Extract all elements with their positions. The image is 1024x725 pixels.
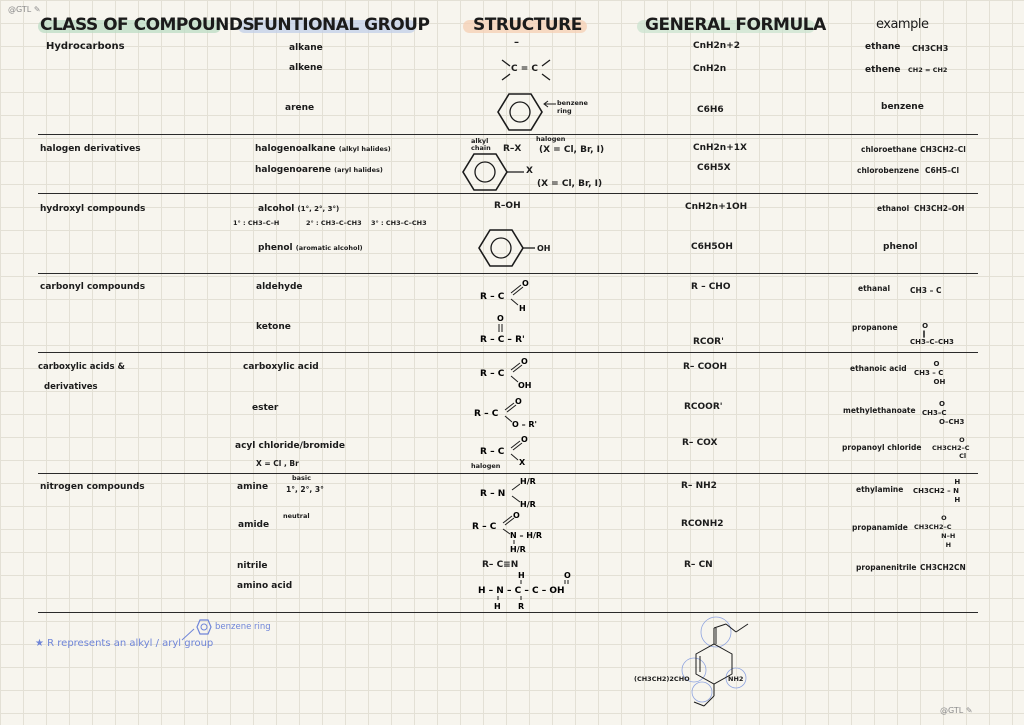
header-formula: GENERAL FORMULA — [645, 15, 826, 35]
formula-ketone: RCOR' — [693, 337, 724, 347]
formula-arene: C6H6 — [697, 105, 724, 115]
row-divider-6 — [38, 612, 978, 613]
class-halogen: halogen derivatives — [40, 144, 141, 154]
example-alcohol-name: ethanol — [877, 204, 910, 213]
group-haloarene: halogenoarene (aryl halides) — [255, 165, 383, 175]
benzene-ring-icon — [497, 92, 543, 132]
group-alkane: alkane — [289, 43, 323, 53]
arrow-icon — [543, 100, 557, 108]
svg-text:R – C – R': R – C – R' — [480, 335, 525, 345]
row-divider-1 — [38, 134, 978, 135]
group-nitrile: nitrile — [237, 561, 268, 571]
class-hydroxyl: hydroxyl compounds — [40, 204, 146, 214]
structure-amine-svg — [478, 474, 548, 510]
group-ester: ester — [252, 403, 279, 413]
structure-haloalkane-topnote: halogen — [536, 135, 566, 143]
svg-text:H – N – C – C – OH: H – N – C – C – OH — [478, 586, 565, 596]
example-aldehyde-formula: CH3 – C — [910, 286, 942, 295]
example-alkene-name: ethene — [865, 65, 901, 75]
structure-nitrile: R– C≡N — [482, 560, 519, 570]
formula-phenol: C6H5OH — [691, 242, 733, 252]
footnote-text: ★ R represents an alkyl / aryl group — [35, 638, 214, 649]
svg-text:O: O — [522, 279, 529, 288]
structure-alkene: C = C — [511, 64, 539, 74]
group-amino-acid: amino acid — [237, 581, 293, 591]
structure-alkane: – — [514, 37, 519, 48]
watermark-bottom: @GTL ✎ — [940, 706, 973, 715]
svg-text:R – C: R – C — [474, 409, 499, 419]
example-ester-structure: O CH3–C O–CH3 — [922, 400, 965, 426]
example-alkane-name: ethane — [865, 42, 901, 52]
svg-text:N – H/R: N – H/R — [510, 531, 543, 540]
example-haloarene-formula: C6H5–Cl — [925, 166, 960, 175]
formula-acyl: R– COX — [682, 438, 718, 448]
formula-nitrile: R– CN — [684, 560, 713, 570]
svg-text:O: O — [521, 357, 528, 366]
group-acyl: acyl chloride/bromide — [235, 441, 345, 451]
formula-aldehyde: R – CHO — [691, 282, 731, 292]
class-carbonyl: carbonyl compounds — [40, 282, 146, 292]
svg-text:R – C: R – C — [480, 369, 505, 379]
group-amide-note: neutral — [283, 512, 310, 520]
watermark-top: @GTL ✎ — [8, 5, 41, 14]
group-haloalkane: halogenoalkane (alkyl halides) — [255, 144, 391, 154]
formula-carboxylic-acid: R– COOH — [683, 362, 728, 372]
structure-ketone-svg — [478, 312, 558, 346]
benzene-ring-note: benzene ring — [557, 99, 588, 115]
svg-text:O – R': O – R' — [512, 420, 537, 429]
class-hydrocarbons: Hydrocarbons — [46, 41, 125, 52]
group-arene: arene — [285, 103, 315, 113]
example-haloarene-name: chlorobenzene — [857, 166, 920, 175]
footer-molecule-left-label: (CH3CH2)2CHO — [634, 675, 690, 683]
structure-phenol: OH — [537, 244, 551, 253]
example-arene-name: benzene — [881, 102, 924, 112]
example-ketone-name: propanone — [852, 323, 898, 332]
example-acyl-name: propanoyl chloride — [842, 443, 922, 452]
example-amine-name: ethylamine — [856, 485, 904, 494]
example-nitrile-formula: CH3CH2CN — [920, 563, 966, 572]
example-acid-structure: O CH3 – C OH — [914, 360, 946, 386]
formula-haloalkane: CnH2n+1X — [693, 143, 747, 153]
example-nitrile-name: propanenitrile — [856, 563, 917, 572]
formula-alkane: CnH2n+2 — [693, 41, 741, 51]
structure-acyl-label: halogen — [471, 462, 501, 470]
svg-text:O: O — [521, 435, 528, 444]
benzene-ring-icon — [196, 619, 212, 635]
svg-text:H/R: H/R — [510, 545, 526, 554]
alcohol-type-tertiary: 3° : CH3–C–CH3 — [371, 219, 427, 227]
svg-text:O: O — [497, 314, 504, 323]
class-carboxylic-line2: derivatives — [44, 382, 98, 392]
row-divider-4 — [38, 352, 978, 353]
structure-aldehyde-svg — [478, 277, 548, 313]
formula-amine: R– NH2 — [681, 481, 717, 491]
example-alkene-formula: CH2 = CH2 — [908, 66, 948, 74]
example-acyl-structure: O CH3CH2–C Cl — [932, 436, 970, 460]
footnote-ring-label: benzene ring — [215, 622, 271, 632]
example-alkane-formula: CH3CH3 — [912, 44, 949, 53]
group-phenol: phenol (aromatic alcohol) — [258, 243, 363, 253]
group-acyl-note: X = Cl , Br — [256, 459, 299, 468]
svg-text:H/R: H/R — [520, 477, 536, 486]
header-group: FUNTIONAL GROUP — [253, 15, 430, 35]
group-carboxylic-acid: carboxylic acid — [243, 362, 319, 372]
group-aldehyde: aldehyde — [256, 282, 303, 292]
footer-molecule-right-label: NH2 — [728, 675, 744, 683]
svg-text:O: O — [564, 571, 571, 580]
group-amide: amide — [238, 520, 270, 530]
svg-text:R – C: R – C — [472, 522, 497, 532]
svg-text:H: H — [518, 571, 525, 580]
svg-text:R – N: R – N — [480, 489, 506, 499]
formula-amide: RCONH2 — [681, 519, 724, 529]
example-haloalkane-name: chloroethane — [861, 145, 917, 154]
group-ketone: ketone — [256, 322, 291, 332]
example-acid-name: ethanoic acid — [850, 364, 907, 373]
row-divider-2 — [38, 193, 978, 194]
structure-ester-svg — [472, 396, 552, 430]
svg-text:R – C: R – C — [480, 447, 505, 457]
group-alkene: alkene — [289, 63, 323, 73]
svg-text:O: O — [515, 397, 522, 406]
example-ketone-structure: O ‖ CH3–C–CH3 — [910, 322, 954, 346]
structure-alcohol: R–OH — [494, 201, 521, 211]
footer-molecule-svg — [628, 614, 778, 714]
class-nitrogen: nitrogen compounds — [40, 482, 145, 492]
example-amide-name: propanamide — [852, 523, 908, 532]
formula-haloarene: C6H5X — [697, 163, 731, 173]
svg-text:O: O — [513, 511, 520, 520]
structure-haloarene: X — [526, 166, 533, 176]
example-ester-name: methylethanoate — [843, 406, 916, 415]
alcohol-type-secondary: 2° : CH3–C–CH3 — [306, 219, 362, 227]
svg-text:R – C: R – C — [480, 292, 505, 302]
svg-text:H: H — [519, 304, 526, 313]
structure-haloalkane-leftnote: alkyl chain — [471, 137, 491, 152]
example-alcohol-formula: CH3CH2–OH — [914, 204, 965, 213]
header-example: example — [876, 17, 929, 32]
structure-haloarene-xnote: (X = Cl, Br, I) — [537, 179, 603, 189]
group-amine-note: basic — [292, 474, 311, 482]
svg-text:H/R: H/R — [520, 500, 536, 509]
svg-text:OH: OH — [518, 381, 532, 390]
structure-haloalkane: R–X — [503, 144, 522, 154]
svg-text:H: H — [494, 602, 501, 611]
example-aldehyde-name: ethanal — [858, 284, 891, 293]
structure-haloalkane-xnote: (X = Cl, Br, I) — [539, 145, 605, 155]
svg-text:R: R — [518, 602, 525, 611]
example-phenol-name: phenol — [883, 242, 918, 252]
group-alcohol: alcohol (1°, 2°, 3°) — [258, 204, 340, 214]
group-amine: amine — [237, 482, 269, 492]
formula-ester: RCOOR' — [684, 402, 723, 412]
header-structure: STRUCTURE — [473, 15, 582, 35]
header-class: CLASS OF COMPOUNDS — [40, 15, 255, 35]
structure-amino-acid-svg — [476, 568, 606, 612]
svg-text:X: X — [519, 458, 526, 467]
benzene-ring-icon — [478, 228, 538, 268]
structure-amide-svg — [470, 511, 560, 555]
example-amide-structure: O CH3CH2–C N–H H — [914, 514, 956, 549]
example-amine-structure: H CH3CH2 – N H — [913, 478, 961, 504]
structure-acid-svg — [478, 356, 548, 390]
group-amine-types: 1°, 2°, 3° — [286, 485, 324, 494]
row-divider-3 — [38, 273, 978, 274]
formula-alcohol: CnH2n+1OH — [685, 202, 748, 212]
class-carboxylic-line1: carboxylic acids & — [38, 362, 125, 372]
example-haloalkane-formula: CH3CH2–Cl — [920, 145, 966, 154]
formula-alkene: CnH2n — [693, 64, 727, 74]
alcohol-type-primary: 1° : CH3–C–H — [233, 219, 280, 227]
